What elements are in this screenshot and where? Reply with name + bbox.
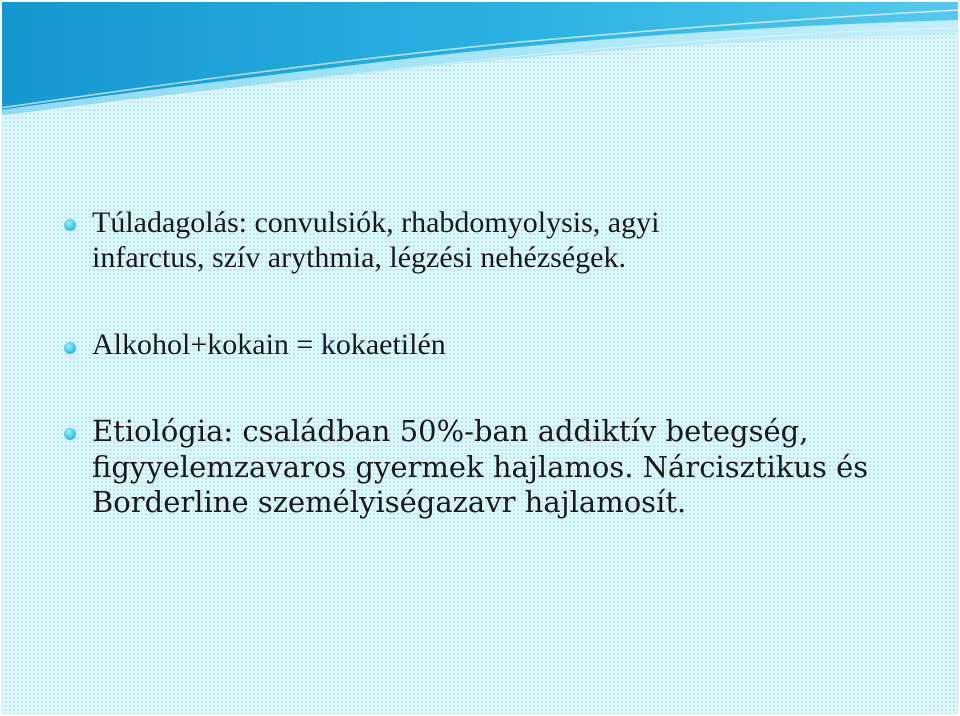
bullet-dot-icon [64, 428, 76, 440]
bullet-text-line: Túladagolás: convulsiók, rhabdomyolysis, agyi [92, 206, 660, 239]
bullet-etiology [62, 414, 912, 520]
bullet-list [62, 205, 912, 520]
header-wave-decoration [0, 0, 960, 120]
bullet-alcohol-cocaine [62, 327, 912, 362]
bullet-dot-icon [64, 219, 76, 231]
bullet-text-line: figyyelemzavaros gyermek hajlamos. Nárcisztikus és [92, 449, 869, 484]
bullet-text-line: Etiológia: családban 50%-ban addiktív betegség, [92, 414, 809, 449]
bullet-text-line: infarctus, szív arythmia, légzési nehézségek. [92, 241, 626, 275]
bullet-text-line: Alkohol+kokain = kokaetilén [92, 328, 446, 362]
bullet-dot-icon [64, 342, 76, 354]
bullet-overdose [62, 205, 912, 275]
bullet-text-line: Borderline személyiségazavr hajlamosít. [92, 485, 687, 520]
